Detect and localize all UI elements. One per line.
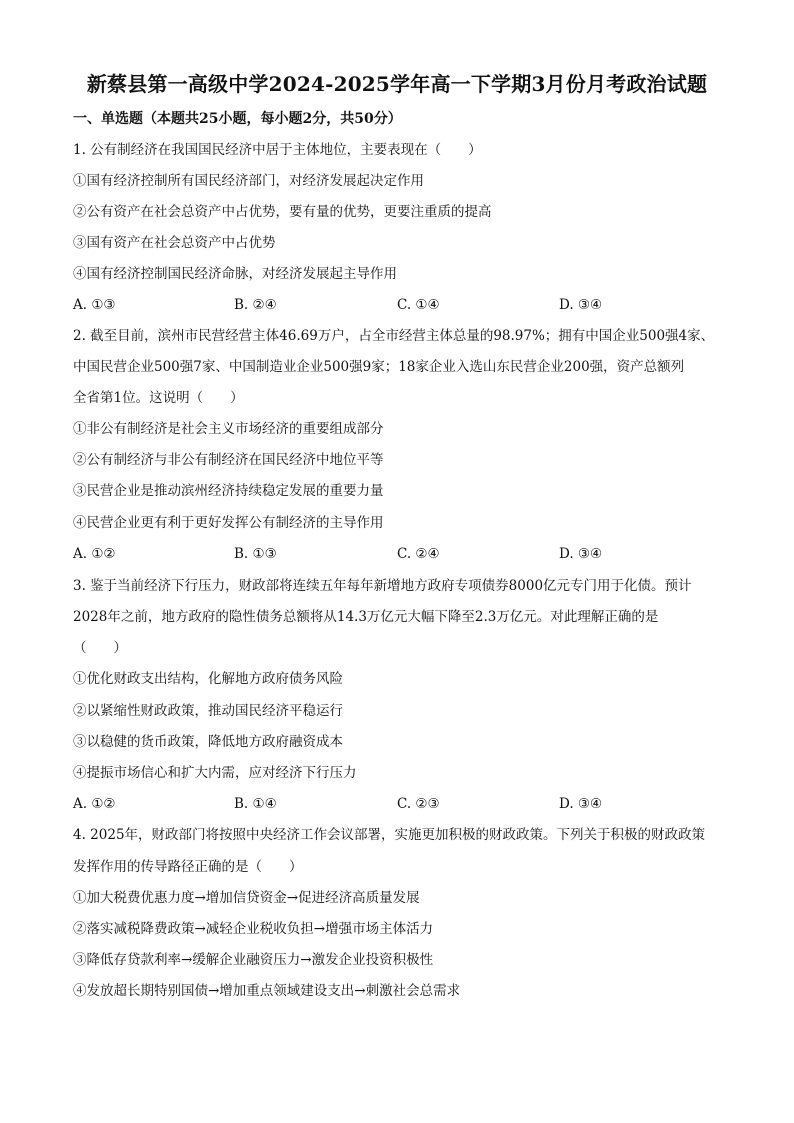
question-2-statement-3: ③民营企业是推动滨州经济持续稳定发展的重要力量 (73, 483, 384, 499)
question-2-statement-4: ④民营企业更有利于更好发挥公有制经济的主导作用 (73, 515, 384, 531)
question-3-statement-1: ①优化财政支出结构，化解地方政府债务风险 (73, 671, 343, 687)
question-4-statement-2: ②落实减税降费政策→减轻企业税收负担→增强市场主体活力 (73, 921, 434, 937)
question-3-statement-3: ③以稳健的货币政策，降低地方政府融资成本 (73, 734, 343, 750)
question-2-option-b[interactable]: B. ①③ (234, 546, 277, 562)
section-heading: 一、单选题（本题共25小题，每小题2分，共50分） (73, 111, 402, 127)
question-1-stem: 1. 公有制经济在我国国民经济中居于主体地位，主要表现在（ ） (73, 142, 482, 158)
question-1-statement-2: ②公有资产在社会总资产中占优势，要有量的优势，更要注重质的提高 (73, 204, 492, 220)
exam-title: 新蔡县第一高级中学2024-2025学年高一下学期3月份月考政治试题 (86, 72, 708, 96)
question-1-option-c[interactable]: C. ①④ (397, 297, 440, 313)
question-2-option-d[interactable]: D. ③④ (559, 546, 603, 562)
question-3-option-a[interactable]: A. ①② (73, 796, 116, 812)
question-1-statement-4: ④国有经济控制国民经济命脉，对经济发展起主导作用 (73, 266, 397, 282)
question-2-stem-line-3: 全省第1位。这说明（ ） (73, 390, 244, 406)
question-2-option-c[interactable]: C. ②④ (397, 546, 440, 562)
question-1-option-b[interactable]: B. ②④ (234, 297, 277, 313)
question-4-statement-4: ④发放超长期特别国债→增加重点领域建设支出→刺激社会总需求 (73, 983, 461, 999)
question-3-option-d[interactable]: D. ③④ (559, 796, 603, 812)
question-3-statement-2: ②以紧缩性财政政策，推动国民经济平稳运行 (73, 703, 343, 719)
question-3-stem-line-2: 2028年之前，地方政府的隐性债务总额将从14.3万亿元大幅下降至2.3万亿元。对此理解正确的是 (73, 609, 659, 625)
question-1-statement-1: ①国有经济控制所有国民经济部门，对经济发展起决定作用 (73, 173, 424, 189)
question-1-option-d[interactable]: D. ③④ (559, 297, 603, 313)
question-2-statement-2: ②公有制经济与非公有制经济在国民经济中地位平等 (73, 452, 384, 468)
question-2-stem-line-2: 中国民营企业500强7家、中国制造业企业500强9家；18家企业入选山东民营企业200强，资产总额列 (73, 359, 685, 375)
question-3-option-c[interactable]: C. ②③ (397, 796, 440, 812)
question-3-stem-line-1: 3. 鉴于当前经济下行压力，财政部将连续五年每年新增地方政府专项债券8000亿元专门用于化债。预计 (73, 578, 692, 594)
question-3-statement-4: ④提振市场信心和扩大内需，应对经济下行压力 (73, 765, 357, 781)
question-3-stem-line-3: （ ） (73, 640, 127, 656)
question-4-stem-line-2: 发挥作用的传导路径正确的是（ ） (73, 859, 303, 875)
question-4-statement-3: ③降低存贷款利率→缓解企业融资压力→激发企业投资积极性 (73, 952, 434, 968)
question-3-option-b[interactable]: B. ①④ (234, 796, 277, 812)
question-1-option-a[interactable]: A. ①③ (73, 297, 116, 313)
question-4-stem-line-1: 4. 2025年，财政部门将按照中央经济工作会议部署，实施更加积极的财政政策。下列关于积极的财政政策 (73, 827, 706, 843)
question-2-stem-line-1: 2. 截至目前，滨州市民营经营主体46.69万户，占全市经营主体总量的98.97%；拥有中国企业500强4家、 (73, 328, 715, 344)
question-4-statement-1: ①加大税费优惠力度→增加信贷资金→促进经济高质量发展 (73, 890, 420, 906)
question-1-statement-3: ③国有资产在社会总资产中占优势 (73, 235, 276, 251)
question-2-statement-1: ①非公有制经济是社会主义市场经济的重要组成部分 (73, 421, 384, 437)
question-2-option-a[interactable]: A. ①② (73, 546, 116, 562)
